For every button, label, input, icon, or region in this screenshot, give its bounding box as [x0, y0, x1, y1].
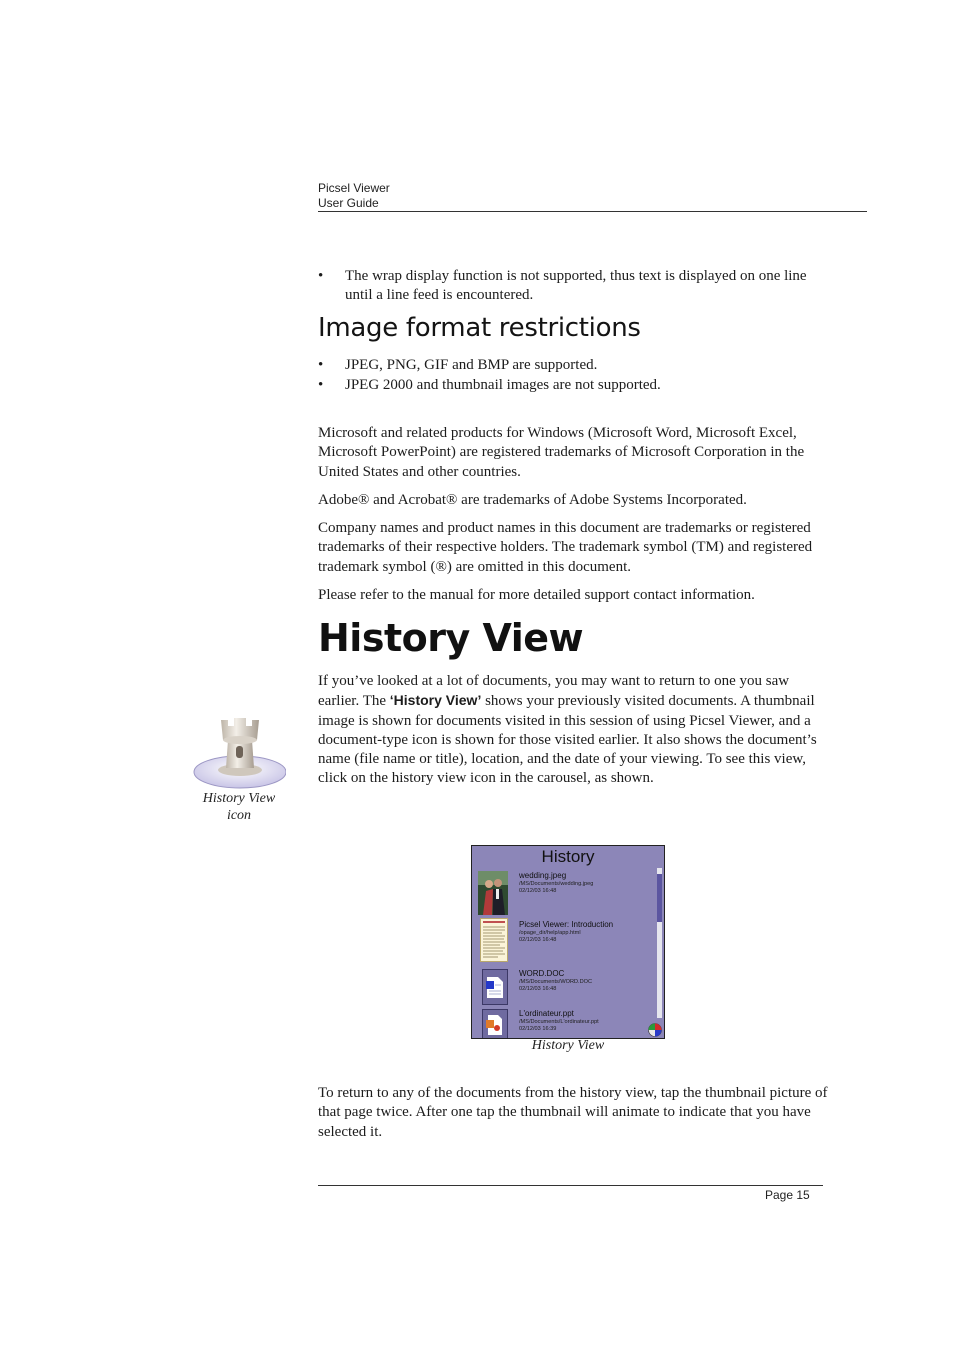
image-format-bullet: • JPEG 2000 and thumbnail images are not supported.: [318, 376, 828, 395]
footer-rule: [318, 1185, 823, 1186]
history-entry[interactable]: [472, 1009, 657, 1039]
image-format-heading: Image format restrictions: [318, 313, 641, 343]
webpage-thumbnail[interactable]: [480, 918, 508, 962]
entry-name: L'ordinateur.ppt: [519, 1009, 574, 1018]
history-para-end: shows your previously visited documents. A thumbnail image is shown for documents visited in this session of using Picsel Viewer, and a document-type icon is shown for those visited earlier. It also shows the document’s name (file name or title), location, and the date of your viewing. To see this view, click on the history view icon in the carousel, as shown.: [318, 693, 817, 787]
trademark-adobe: Adobe® and Acrobat® are trademarks of Adobe Systems Incorporated.: [318, 491, 747, 508]
entry-date: 02/12/03 16:48: [519, 986, 557, 992]
trademark-general: Company names and product names in this document are trademarks or registered trademarks of their respective holders. The trademark symbol (TM) and registered trademark symbol (®) are omitted in this document.: [318, 520, 813, 575]
entry-name: WORD.DOC: [519, 969, 565, 978]
history-screen-title: History: [541, 847, 595, 866]
word-doc-icon[interactable]: [482, 969, 508, 1005]
photo-thumbnail[interactable]: [478, 871, 508, 915]
entry-date: 02/12/03 16:39: [519, 1026, 557, 1032]
history-return-text: To return to any of the documents from the history view, tap the thumbnail picture of that page twice. After one tap the thumbnail will animate to indicate that you have selected it.: [318, 1085, 828, 1140]
history-view-heading: History View: [318, 616, 584, 660]
entry-date: 02/12/03 16:48: [519, 888, 557, 894]
history-return-paragraph: [318, 1084, 828, 1142]
support-contact-note: Please refer to the manual for more detailed support contact information.: [318, 587, 755, 604]
page-number: Page 15: [765, 1188, 810, 1202]
entry-path: /MS/Documents/wedding.jpeg: [519, 881, 594, 887]
entry-name: wedding.jpeg: [519, 871, 567, 880]
header-doc-type: User Guide: [318, 196, 379, 210]
history-para-start: If you’ve looked at a lot of documents, you may want to return to one you saw earlier. The: [318, 673, 790, 710]
entry-path: /MS/Documents/L'ordinateur.ppt: [519, 1019, 599, 1025]
header-product: Picsel Viewer: [318, 181, 390, 195]
entry-path: /MS/Documents/WORD.DOC: [519, 979, 593, 985]
history-intro-paragraph: [318, 672, 828, 789]
carousel-globe-icon[interactable]: [647, 1021, 663, 1037]
screenshot-caption: History View: [531, 1038, 605, 1053]
entry-path: /opage_dir/help/app.html: [519, 930, 581, 936]
history-view-term: ‘History View’: [389, 692, 482, 709]
trademark-microsoft: Microsoft and related products for Windows (Microsoft Word, Microsoft Excel, Microsoft PowerPoint) are registered trademarks of Microsoft Corporation in the United States and other countries.: [318, 425, 805, 480]
history-entry[interactable]: [472, 920, 657, 970]
history-icon-caption: History View icon: [202, 791, 276, 823]
entry-name: Picsel Viewer: Introduction: [519, 920, 614, 929]
header-rule: [318, 211, 867, 212]
intro-bullet-list: [318, 267, 828, 306]
history-view-icon: [190, 696, 286, 792]
image-format-bullet: • JPEG, PNG, GIF and BMP are supported.: [318, 356, 828, 375]
history-entry[interactable]: [472, 871, 657, 921]
intro-bullet: • The wrap display function is not supported, thus text is displayed on one line until a line feed is encountered.: [318, 267, 828, 306]
powerpoint-doc-icon[interactable]: [482, 1009, 508, 1039]
history-view-screenshot: [471, 845, 665, 1039]
running-header: [318, 181, 390, 211]
entry-date: 02/12/03 16:48: [519, 937, 557, 943]
trademark-notes: [318, 424, 828, 605]
image-format-bullet-list: [318, 356, 828, 396]
history-scrollbar-thumb[interactable]: [657, 874, 662, 922]
